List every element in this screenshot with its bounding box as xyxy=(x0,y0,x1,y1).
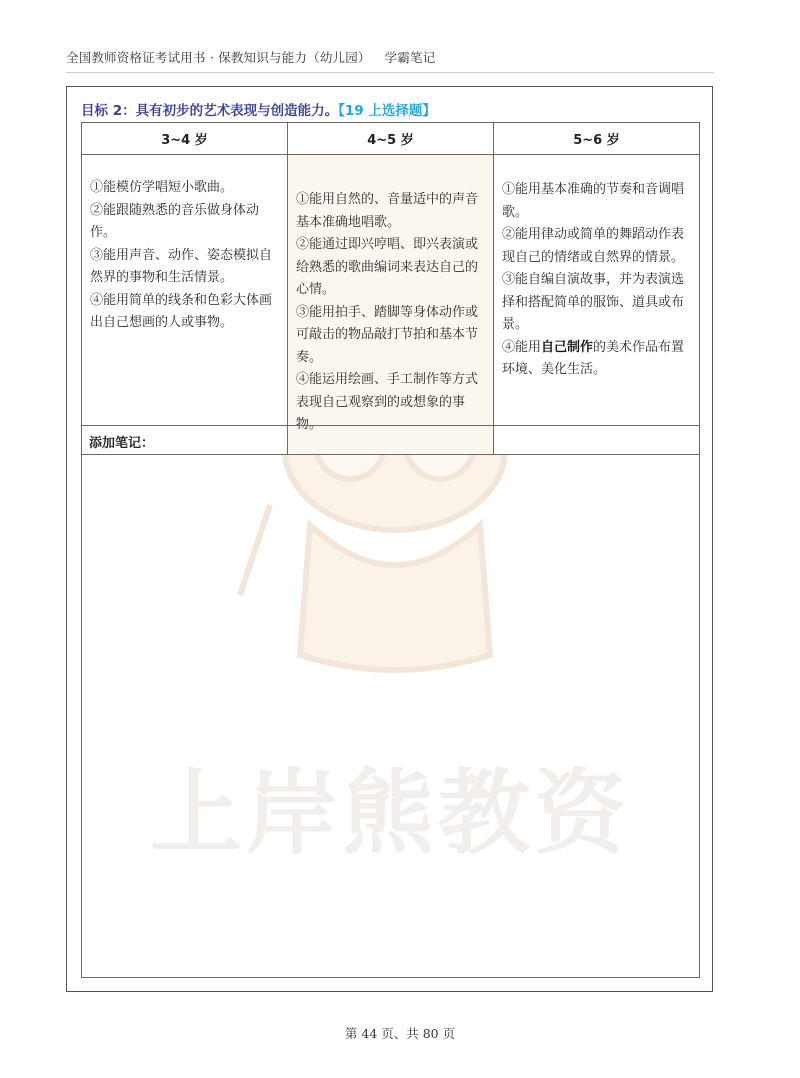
list-item: ②能用律动或简单的舞蹈动作表现自己的情绪或自然界的情景。 xyxy=(502,227,685,265)
header-divider xyxy=(66,72,714,73)
cell-3-4 xyxy=(82,155,288,455)
item-text-post: 的美术作品布置环境、美化生活。 xyxy=(502,339,685,377)
item-text-bold: 自己制作 xyxy=(541,339,594,355)
brand-watermark: 上岸熊教资 xyxy=(150,760,631,867)
goal-text: 目标 2：具有初步的艺术表现与创造能力。 xyxy=(81,103,339,119)
cell-5-6 xyxy=(494,155,700,455)
table-row xyxy=(82,155,700,455)
table-header-row xyxy=(82,123,700,155)
item-text-pre: ④能用 xyxy=(502,339,542,355)
list-item xyxy=(502,337,691,382)
list-item: ④能用简单的线条和色彩大体画出自己想画的人或事物。 xyxy=(90,292,273,330)
list-item: ①能用自然的、音量适中的声音基本准确地唱歌。 xyxy=(296,192,479,230)
exam-tag: 【19 上选择题】 xyxy=(338,103,436,119)
note-label: 学霸笔记 xyxy=(384,50,436,65)
list-item: ③能用声音、动作、姿态模拟自然界的事物和生活情景。 xyxy=(90,247,273,285)
notes-box[interactable] xyxy=(81,425,700,978)
list-item: ③能用拍手、踏脚等身体动作或可敲击的物品敲打节拍和基本节奏。 xyxy=(296,304,479,365)
page-number: 第 44 页、共 80 页 xyxy=(344,1026,456,1041)
list-item: ②能跟随熟悉的音乐做身体动作。 xyxy=(90,202,260,240)
page-header xyxy=(66,48,435,66)
age-goals-table xyxy=(81,122,700,455)
column-header-3-4: 3~4 岁 xyxy=(82,123,288,155)
column-header-5-6: 5~6 岁 xyxy=(494,123,700,155)
list-item: ③能自编自演故事，并为表演选择和搭配简单的服饰、道具或布景。 xyxy=(502,272,685,332)
list-item: ①能用基本准确的节奏和音调唱歌。 xyxy=(502,182,685,220)
cell-4-5 xyxy=(288,155,494,455)
notes-label: 添加笔记： xyxy=(89,436,155,451)
goal-heading xyxy=(81,99,436,119)
list-item: ①能模仿学唱短小歌曲。 xyxy=(90,180,234,195)
book-title: 全国教师资格证考试用书 · 保教知识与能力（幼儿园） xyxy=(66,50,371,65)
list-item: ④能运用绘画、手工制作等方式表现自己观察到的或想象的事物。 xyxy=(296,372,479,432)
list-item: ②能通过即兴哼唱、即兴表演或给熟悉的歌曲编词来表达自己的心情。 xyxy=(296,237,479,297)
column-header-4-5: 4~5 岁 xyxy=(288,123,494,155)
